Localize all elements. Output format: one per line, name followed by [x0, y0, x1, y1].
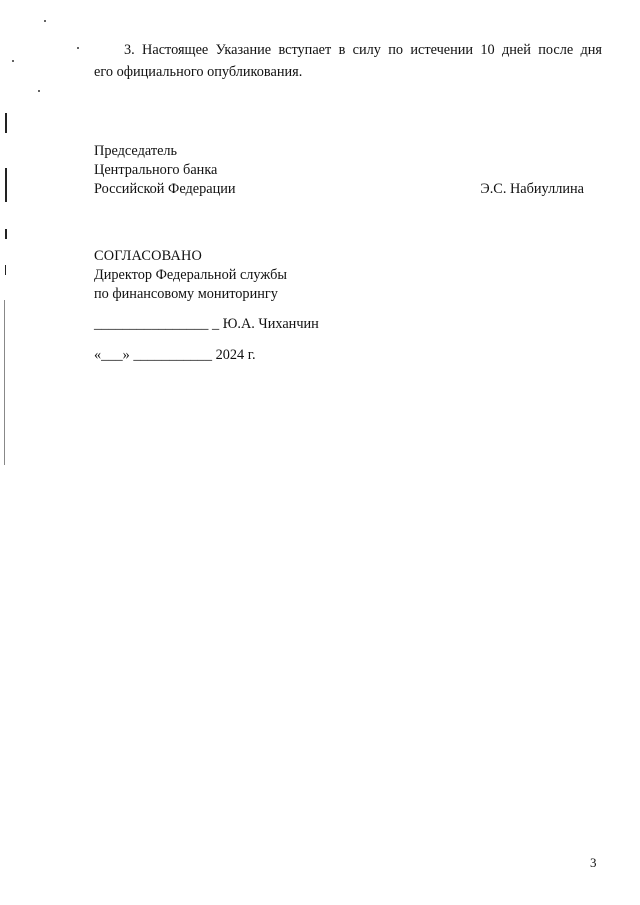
scan-mark	[5, 113, 7, 133]
date-open-quote: «	[94, 347, 102, 363]
date-month-blank: ___________	[133, 347, 212, 363]
scan-speck	[44, 20, 46, 22]
clause-text-line-2: его официального опубликования.	[94, 64, 303, 80]
approval-position-line-2: по финансовому мониторингу	[94, 286, 278, 302]
scan-speck	[12, 60, 14, 62]
signature-blank: ________________ _	[94, 316, 220, 332]
signatory-position-line-1: Председатель	[94, 143, 178, 159]
approval-position-line-1: Директор Федеральной службы	[94, 267, 287, 283]
approval-date-line	[94, 344, 256, 366]
scan-speck	[38, 90, 40, 92]
page-number: 3	[590, 855, 597, 870]
scan-mark	[5, 265, 6, 275]
signatory-position-line-2: Центрального банка	[94, 162, 218, 178]
date-year: 2024 г.	[215, 347, 256, 363]
clause-paragraph	[94, 39, 602, 83]
signatory-block	[94, 142, 584, 199]
approval-heading: СОГЛАСОВАНО	[94, 248, 203, 264]
approval-block	[94, 247, 287, 304]
signatory-position-line-3: Российской Федерации	[94, 181, 236, 197]
scan-speck	[77, 47, 79, 49]
scan-mark	[5, 229, 7, 239]
signatory-name: Э.С. Набиуллина	[480, 181, 584, 197]
signatory-row	[94, 180, 584, 199]
approval-signature-line	[94, 313, 319, 335]
date-close-quote: »	[122, 347, 130, 363]
scan-mark	[4, 300, 5, 465]
approver-name: Ю.А. Чиханчин	[222, 316, 319, 332]
clause-text-line-1: 3. Настоящее Указание вступает в силу по истечении 10 дней после дня	[124, 42, 602, 58]
scan-mark	[5, 168, 7, 202]
date-day-blank: ___	[101, 347, 123, 363]
